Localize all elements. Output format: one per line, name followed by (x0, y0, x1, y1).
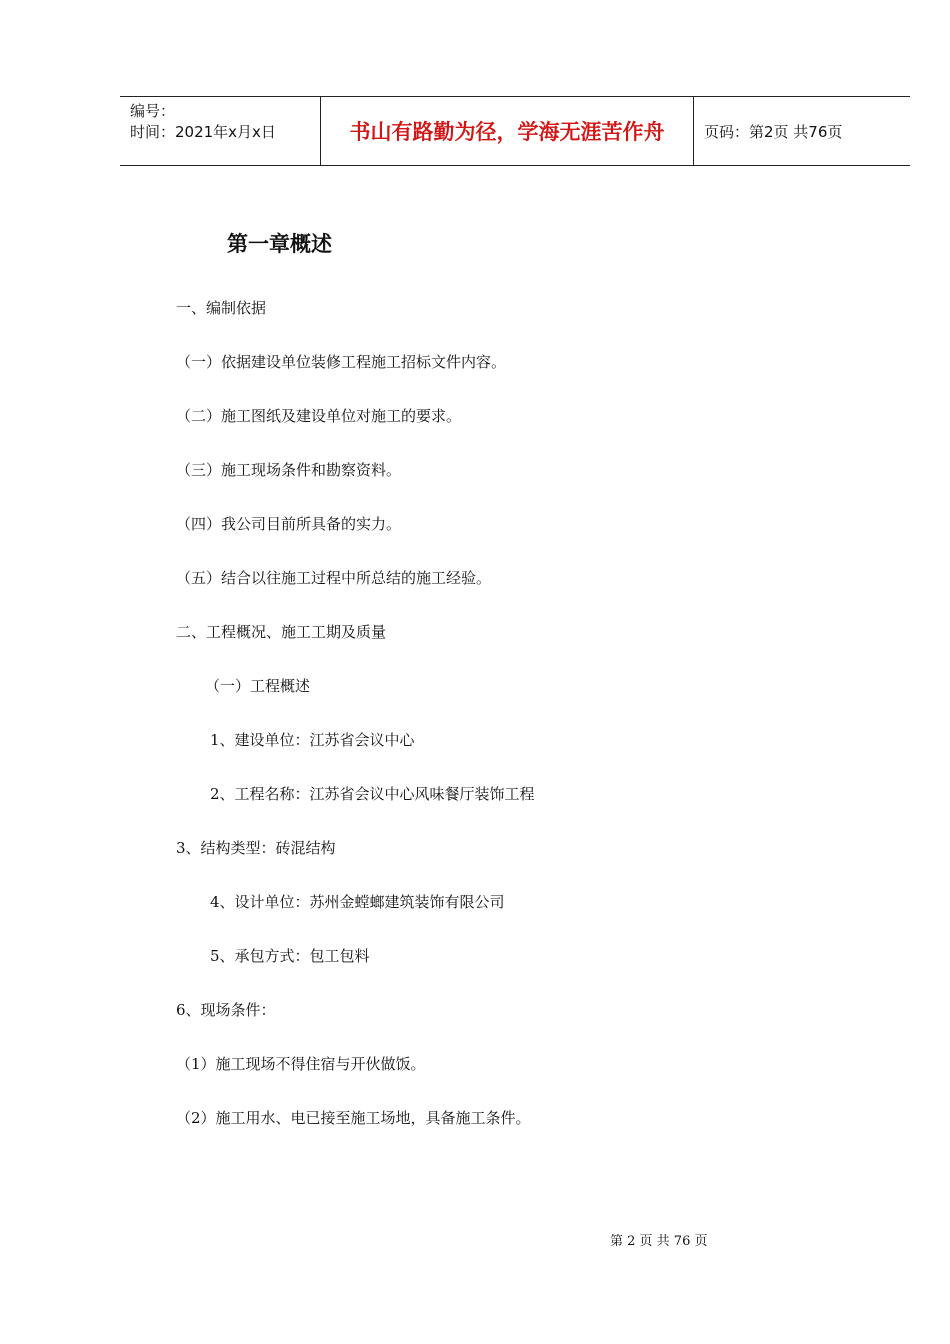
header-motto: 书山有路勤为径，学海无涯苦作舟 (320, 97, 694, 165)
list-item: 6、现场条件： (176, 1001, 276, 1019)
list-item: （三）施工现场条件和勘察资料。 (176, 461, 402, 479)
section-heading: 二、工程概况、施工工期及质量 (176, 623, 387, 641)
list-item: （二）施工图纸及建设单位对施工的要求。 (176, 407, 462, 425)
list-item: 2、工程名称：江苏省会议中心风味餐厅装饰工程 (210, 785, 535, 803)
page-header (120, 96, 910, 166)
time-label: 时间：2021年x月x日 (130, 123, 276, 141)
list-item: 5、承包方式：包工包料 (210, 947, 370, 965)
header-meta (120, 97, 320, 165)
page-footer: 第 2 页 共 76 页 (610, 1234, 708, 1249)
section-heading: 一、编制依据 (176, 299, 267, 317)
chapter-title: 第一章概述 (227, 232, 332, 256)
number-label: 编号： (130, 102, 176, 120)
list-item: 3、结构类型：砖混结构 (176, 839, 336, 857)
header-page-label: 页码：第2页 共76页 (704, 122, 843, 141)
list-item: （四）我公司目前所具备的实力。 (176, 515, 402, 533)
list-item: 1、建设单位：江苏省会议中心 (210, 731, 415, 749)
list-item: （2）施工用水、电已接至施工场地，具备施工条件。 (176, 1109, 531, 1127)
list-item: （五）结合以往施工过程中所总结的施工经验。 (176, 569, 492, 587)
list-item: （一）依据建设单位装修工程施工招标文件内容。 (176, 353, 507, 371)
list-item: （1）施工现场不得住宿与开伙做饭。 (176, 1055, 426, 1073)
list-item: 4、设计单位：苏州金螳螂建筑装饰有限公司 (210, 893, 505, 911)
subsection-heading: （一）工程概述 (205, 677, 311, 695)
